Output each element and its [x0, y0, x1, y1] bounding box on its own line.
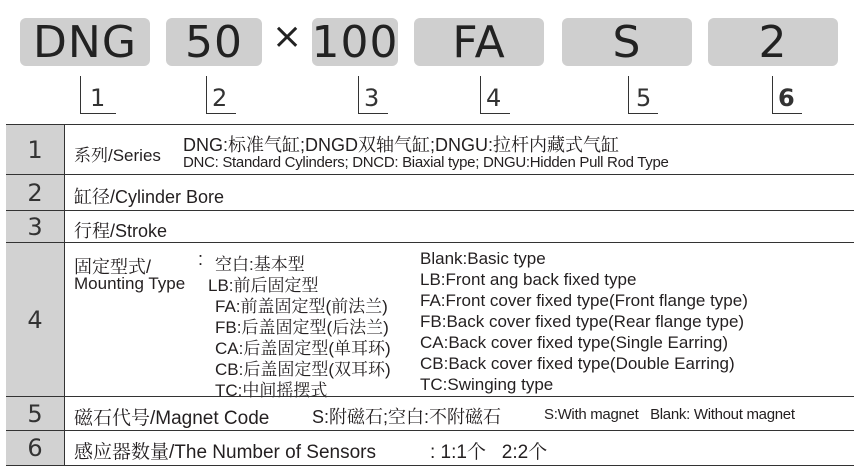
row-number: 5 — [6, 397, 65, 431]
mount-option-en: CB:Back cover fixed type(Double Earring) — [420, 354, 735, 373]
index-5: 5 — [636, 84, 652, 112]
magnet-value-en: S:With magnet Blank: Without magnet — [544, 406, 795, 423]
index-4: 4 — [486, 84, 502, 112]
bore-label: 缸径/Cylinder Bore — [74, 187, 225, 207]
row-content — [74, 211, 854, 243]
sensors-value: : 1:1个 2:2个 — [430, 442, 548, 463]
code-bore: 50 — [166, 18, 262, 66]
index-6: 6 — [778, 84, 795, 112]
row-content — [74, 431, 854, 465]
code-mounting: FA — [414, 18, 544, 66]
spec-row-series — [6, 124, 854, 175]
leader-line-1 — [80, 76, 81, 114]
spec-row-mounting — [6, 242, 854, 400]
leader-foot-2 — [206, 113, 236, 114]
row-number: 2 — [6, 175, 65, 211]
mount-option-cn: FA:前盖固定型(前法兰) — [215, 297, 388, 316]
row-content — [74, 125, 854, 175]
sensors-label: 感应器数量/The Number of Sensors — [74, 442, 376, 463]
mount-option-en: FA:Front cover fixed type(Front flange type) — [420, 291, 748, 310]
mount-option-cn: LB:前后固定型 — [208, 276, 319, 295]
row-number: 4 — [6, 243, 65, 397]
times-sign: × — [272, 16, 303, 57]
series-label: 系列/Series — [74, 146, 161, 165]
leader-foot-3 — [358, 113, 388, 114]
mount-option-en: TC:Swinging type — [420, 375, 554, 394]
leader-foot-5 — [628, 113, 658, 114]
series-main: DNG:标准气缸;DNGD双轴气缸;DNGU:拉杆内藏式气缸 — [183, 135, 619, 155]
row-number: 1 — [6, 125, 65, 175]
mount-option-cn: FB:后盖固定型(后法兰) — [215, 318, 389, 337]
mount-option-en: FB:Back cover fixed type(Rear flange type) — [420, 312, 745, 331]
magnet-value-cn: S:附磁石;空白:不附磁石 — [312, 407, 502, 427]
code-series: DNG — [20, 18, 150, 66]
code-stroke: 100 — [311, 16, 399, 68]
leader-foot-1 — [80, 113, 116, 114]
mount-option-en: CA:Back cover fixed type(Single Earring) — [420, 333, 729, 352]
leader-line-6 — [772, 76, 773, 114]
leader-foot-6 — [772, 113, 802, 114]
mounting-label-en: Mounting Type — [74, 274, 186, 293]
index-1: 1 — [90, 84, 106, 112]
row-number: 3 — [6, 211, 65, 243]
mount-option-cn: TC:中间摇摆式 — [215, 381, 328, 400]
spec-row-magnet — [6, 396, 854, 431]
magnet-label: 磁石代号/Magnet Code — [74, 408, 270, 429]
row-number: 6 — [6, 431, 65, 465]
mount-option-en: LB:Front ang back fixed type — [420, 270, 637, 289]
index-3: 3 — [364, 84, 380, 112]
mount-option-cn: CB:后盖固定型(双耳环) — [215, 360, 391, 379]
row-content — [74, 397, 854, 431]
mount-option-en: Blank:Basic type — [420, 249, 546, 268]
leader-line-2 — [206, 76, 207, 114]
row-content — [74, 175, 854, 211]
leader-line-3 — [358, 76, 359, 114]
mounting-label-cn: 固定型式/ — [74, 257, 152, 277]
mount-option-cn: CA:后盖固定型(单耳环) — [215, 339, 391, 358]
mounting-colon: : — [198, 249, 204, 269]
row-content — [74, 243, 854, 400]
code-sensors: 2 — [708, 18, 838, 66]
mount-option-cn: 空白:基本型 — [215, 255, 305, 274]
spec-row-sensors — [6, 430, 854, 466]
index-2: 2 — [212, 84, 228, 112]
code-magnet: S — [562, 18, 692, 66]
leader-line-5 — [628, 76, 629, 114]
spec-row-stroke — [6, 210, 854, 243]
leader-foot-4 — [480, 113, 510, 114]
stroke-label: 行程/Stroke — [74, 221, 168, 241]
spec-row-bore — [6, 174, 854, 211]
leader-line-4 — [480, 76, 481, 114]
series-sub: DNC: Standard Cylinders; DNCD: Biaxial type; DNGU:Hidden Pull Rod Type — [183, 154, 669, 171]
